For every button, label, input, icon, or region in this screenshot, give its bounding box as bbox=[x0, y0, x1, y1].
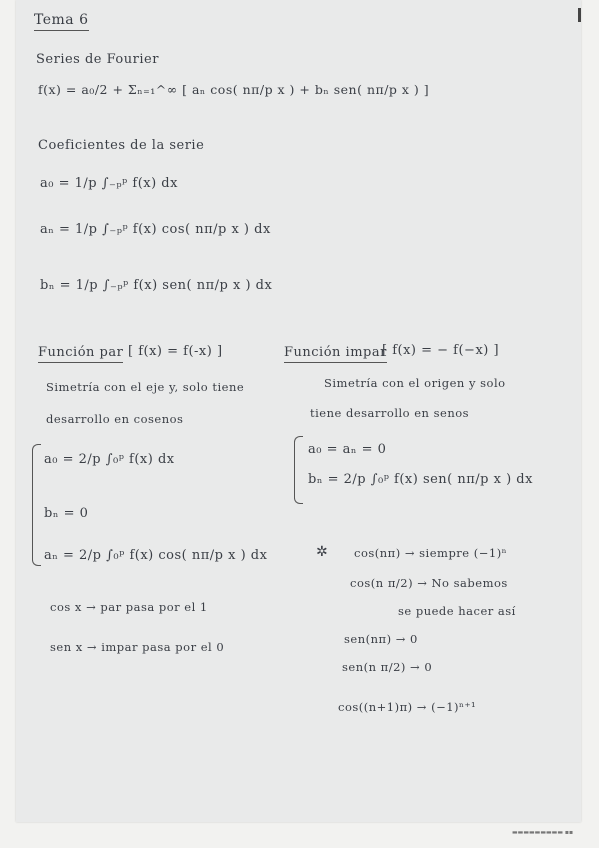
odd-brace bbox=[294, 436, 303, 504]
odd-function-heading: Función impar bbox=[284, 345, 387, 363]
even-function-condition: [ f(x) = f(-x) ] bbox=[128, 344, 223, 359]
coefficients-heading: Coeficientes de la serie bbox=[38, 138, 205, 153]
series-heading: Series de Fourier bbox=[36, 52, 159, 67]
note-cos-n-pi: cos(nπ) → siempre (−1)ⁿ bbox=[354, 546, 508, 560]
coefficient-an: aₙ = 1/p ∫₋ₚᵖ f(x) cos( nπ/p x ) dx bbox=[40, 222, 271, 237]
note-sen-n-pi-half: sen(n π/2) → 0 bbox=[342, 660, 433, 674]
fourier-series-formula: f(x) = a₀/2 + Σₙ₌₁^∞ [ aₙ cos( nπ/p x ) + bₙ sen( nπ/p x ) ] bbox=[38, 82, 430, 97]
even-function-heading: Función par bbox=[38, 345, 123, 363]
even-desc-line2: desarrollo en cosenos bbox=[46, 412, 184, 426]
even-an: aₙ = 2/p ∫₀ᵖ f(x) cos( nπ/p x ) dx bbox=[44, 548, 268, 563]
coefficient-bn: bₙ = 1/p ∫₋ₚᵖ f(x) sen( nπ/p x ) dx bbox=[40, 278, 273, 293]
note-sen-n-pi: sen(nπ) → 0 bbox=[344, 632, 418, 646]
note-cos-n-pi-half-b: se puede hacer así bbox=[398, 604, 516, 618]
odd-desc-line2: tiene desarrollo en senos bbox=[310, 406, 470, 420]
notebook-page bbox=[16, 0, 581, 822]
even-note-sen: sen x → impar pasa por el 0 bbox=[50, 640, 225, 654]
even-desc-line1: Simetría con el eje y, solo tiene bbox=[46, 380, 245, 394]
even-a0: a₀ = 2/p ∫₀ᵖ f(x) dx bbox=[44, 452, 175, 467]
star-icon: ✲ bbox=[316, 544, 329, 560]
odd-function-condition: [ f(x) = − f(−x) ] bbox=[382, 343, 500, 358]
odd-desc-line1: Simetría con el origen y solo bbox=[324, 376, 506, 390]
note-cos-n-pi-half: cos(n π/2) → No sabemos bbox=[350, 576, 508, 590]
page-title: Tema 6 bbox=[34, 12, 89, 31]
even-bn: bₙ = 0 bbox=[44, 506, 89, 521]
odd-a0-an: a₀ = aₙ = 0 bbox=[308, 442, 387, 457]
coefficient-a0: a₀ = 1/p ∫₋ₚᵖ f(x) dx bbox=[40, 176, 178, 191]
page-edge-mark bbox=[578, 8, 581, 22]
odd-bn: bₙ = 2/p ∫₀ᵖ f(x) sen( nπ/p x ) dx bbox=[308, 472, 533, 487]
even-note-cos: cos x → par pasa por el 1 bbox=[50, 600, 208, 614]
note-cos-n-plus-1-pi: cos((n+1)π) → (−1)ⁿ⁺¹ bbox=[338, 700, 477, 714]
even-brace bbox=[32, 444, 41, 566]
page-footer-mark: ▬▬▬▬▬▬▬▬▬ ▪▪ bbox=[512, 829, 574, 836]
